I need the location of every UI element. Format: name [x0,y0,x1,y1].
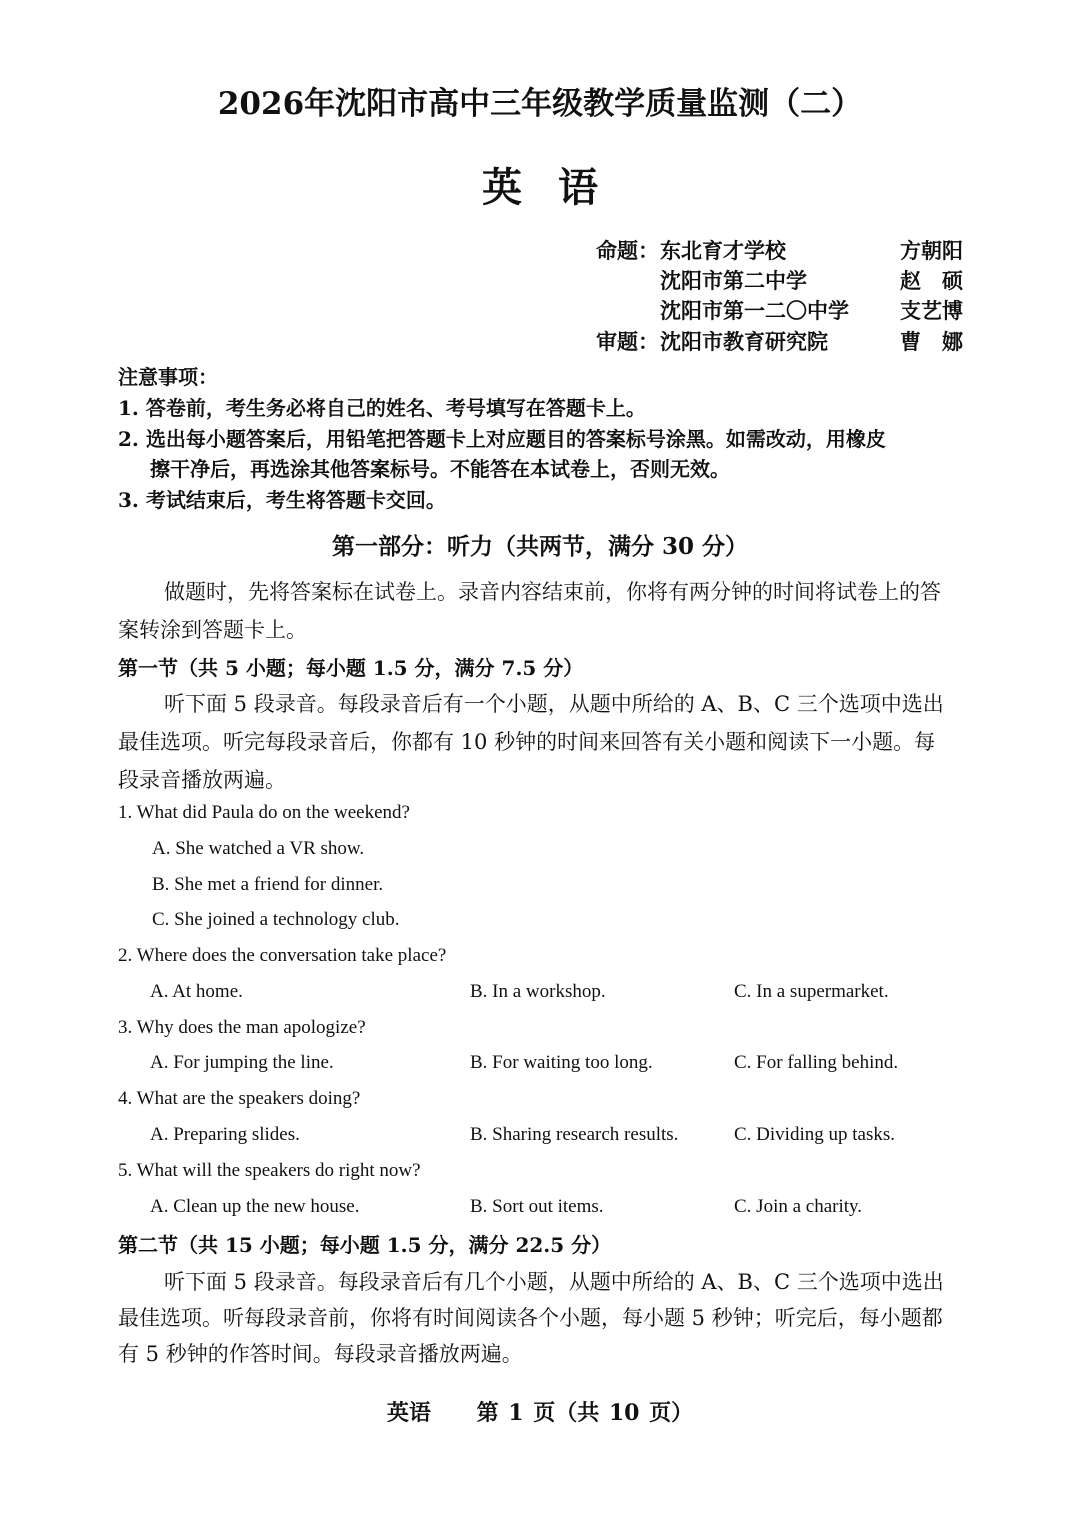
option-b: B. For waiting too long. [470,1052,653,1073]
section2-intro-line: 听下面 5 段录音。每段录音后有几个小题，从题中所给的 A、B、C 三个选项中选出 [164,1270,944,1294]
author-org: 沈阳市第一二〇中学 [660,298,849,323]
option-b: B. Sharing research results. [470,1124,679,1145]
option-a: A. She watched a VR show. [152,838,365,859]
question-1: 1. What did Paula do on the weekend? [118,802,410,823]
author-name: 曹 娜 [900,329,963,354]
reviewer-label: 审题： [596,329,659,354]
section1-intro-line: 最佳选项。听完每段录音后，你都有 10 秒钟的时间来回答有关小题和阅读下一小题。每 [118,730,936,754]
option-b: B. In a workshop. [470,981,606,1002]
question-3: 3. Why does the man apologize? [118,1017,366,1038]
section1-heading: 第一节（共 5 小题；每小题 1.5 分，满分 7.5 分） [118,656,584,680]
option-b: B. Sort out items. [470,1196,604,1217]
author-org: 沈阳市教育研究院 [660,329,828,354]
notice-item: 1. 答卷前，考生务必将自己的姓名、考号填写在答题卡上。 [118,396,646,420]
notice-item-continuation: 擦干净后，再选涂其他答案标号。不能答在本试卷上，否则无效。 [150,457,730,481]
part1-intro-line: 做题时，先将答案标在试卷上。录音内容结束前，你将有两分钟的时间将试卷上的答 [164,580,941,604]
exam-title: 2026年沈阳市高中三年级教学质量监测（二） [217,86,863,122]
subject-title: 英语 [482,164,634,211]
section2-intro-line: 有 5 秒钟的作答时间。每段录音播放两遍。 [118,1342,523,1366]
section2-heading: 第二节（共 15 小题；每小题 1.5 分，满分 22.5 分） [118,1233,612,1257]
option-a: A. Preparing slides. [150,1124,300,1145]
page-footer [0,1396,1080,1427]
notice-item: 2. 选出每小题答案后，用铅笔把答题卡上对应题目的答案标号涂黑。如需改动，用橡皮 [118,427,886,451]
question-4: 4. What are the speakers doing? [118,1088,361,1109]
section1-intro-line: 段录音播放两遍。 [118,768,286,792]
author-name: 支艺博 [900,298,963,323]
option-c: C. For falling behind. [734,1052,899,1073]
section2-intro-line: 最佳选项。听每段录音前，你将有时间阅读各个小题，每小题 5 秒钟；听完后，每小题都 [118,1306,943,1330]
option-c: C. Dividing up tasks. [734,1124,895,1145]
part1-heading: 第一部分：听力（共两节，满分 30 分） [331,533,749,560]
option-c: C. Join a charity. [734,1196,863,1217]
section1-intro-line: 听下面 5 段录音。每段录音后有一个小题，从题中所给的 A、B、C 三个选项中选出 [164,692,944,716]
option-b: B. She met a friend for dinner. [152,874,384,895]
question-2: 2. Where does the conversation take place? [118,945,447,966]
author-org: 东北育才学校 [660,238,786,263]
part1-intro-line: 案转涂到答题卡上。 [118,618,307,642]
footer-page-number: 第 1 页（共 10 页） [476,1400,694,1426]
question-5: 5. What will the speakers do right now? [118,1160,421,1181]
option-a: A. Clean up the new house. [150,1196,360,1217]
setter-label: 命题： [596,238,659,263]
option-a: A. At home. [150,981,243,1002]
author-name: 方朝阳 [900,238,963,263]
notice-item: 3. 考试结束后，考生将答题卡交回。 [118,488,446,512]
option-c: C. She joined a technology club. [152,909,400,930]
author-name: 赵 硕 [900,268,963,293]
notice-heading: 注意事项： [118,365,218,389]
option-c: C. In a supermarket. [734,981,889,1002]
footer-subject: 英语 [386,1400,431,1426]
option-a: A. For jumping the line. [150,1052,334,1073]
author-org: 沈阳市第二中学 [660,268,807,293]
